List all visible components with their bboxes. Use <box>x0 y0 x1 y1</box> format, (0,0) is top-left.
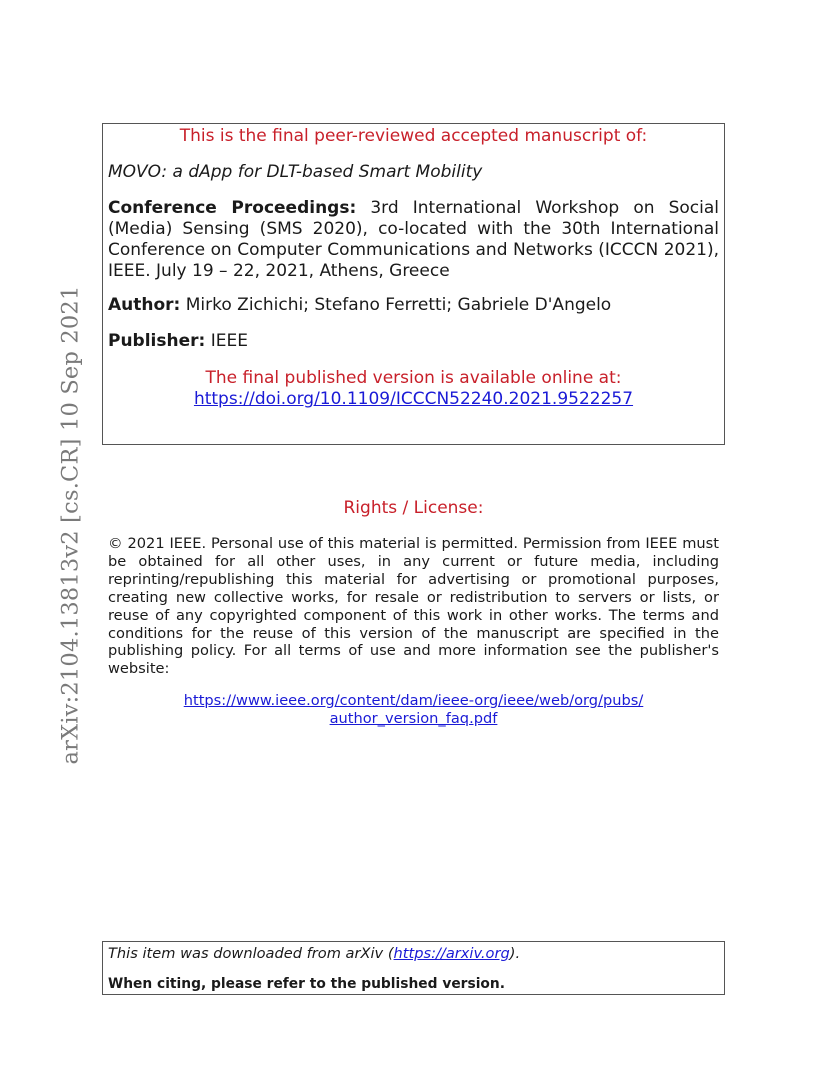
manuscript-heading: This is the final peer-reviewed accepted manuscript of: <box>179 126 648 146</box>
arxiv-identifier: arXiv:2104.13813v2 [cs.CR] 10 Sep 2021 <box>57 285 83 765</box>
download-suffix: ). <box>509 945 521 962</box>
download-note <box>108 945 520 962</box>
download-prefix: This item was downloaded from arXiv ( <box>108 945 394 962</box>
proceedings-label: Conference Proceedings: <box>108 198 357 218</box>
availability-text: The final published version is available online at: <box>205 368 622 388</box>
ieee-policy-link-part2[interactable]: author_version_faq.pdf <box>329 709 498 727</box>
proceedings-text: 3rd International Workshop on Social (Media) Sensing (SMS 2020), co-located with the 30th International Conference on Computer Communications and Networks (ICCCN 2021), IEEE. July 19 – 22, 2021, Athens, Greece <box>108 198 719 281</box>
rights-link-block <box>102 692 725 728</box>
publisher-line <box>108 331 248 351</box>
publisher-label: Publisher: <box>108 331 206 351</box>
arxiv-side-stamp <box>50 285 90 765</box>
paper-title: MOVO: a dApp for DLT-based Smart Mobility <box>108 162 483 182</box>
publisher-name: IEEE <box>205 331 248 351</box>
manuscript-info-box <box>102 123 725 445</box>
conference-proceedings <box>108 198 719 282</box>
availability-block <box>103 368 724 410</box>
ieee-policy-link-part1[interactable]: https://www.ieee.org/content/dam/ieee-org/ieee/web/org/pubs/ <box>183 692 644 709</box>
author-line <box>108 295 611 315</box>
author-names: Mirko Zichichi; Stefano Ferretti; Gabriele D'Angelo <box>180 295 612 315</box>
doi-link[interactable]: https://doi.org/10.1109/ICCCN52240.2021.9522257 <box>193 389 634 409</box>
citing-note: When citing, please refer to the published version. <box>108 976 505 992</box>
rights-title: Rights / License: <box>343 498 484 518</box>
download-info-box <box>102 941 725 995</box>
arxiv-link[interactable]: https://arxiv.org <box>393 945 510 962</box>
author-label: Author: <box>108 295 181 315</box>
rights-body: © 2021 IEEE. Personal use of this material is permitted. Permission from IEEE must be obtained for all other uses, in any current or future media, including reprinting/republishing this material for advertising or promotional purposes, creating new collective works, for resale or redistribution to servers or lists, or reuse of any copyrighted component of this work in other works. The terms and conditions for the reuse of this version of the manuscript are specified in the publishing policy. For all terms of use and more information see the publisher's website: <box>108 535 719 678</box>
